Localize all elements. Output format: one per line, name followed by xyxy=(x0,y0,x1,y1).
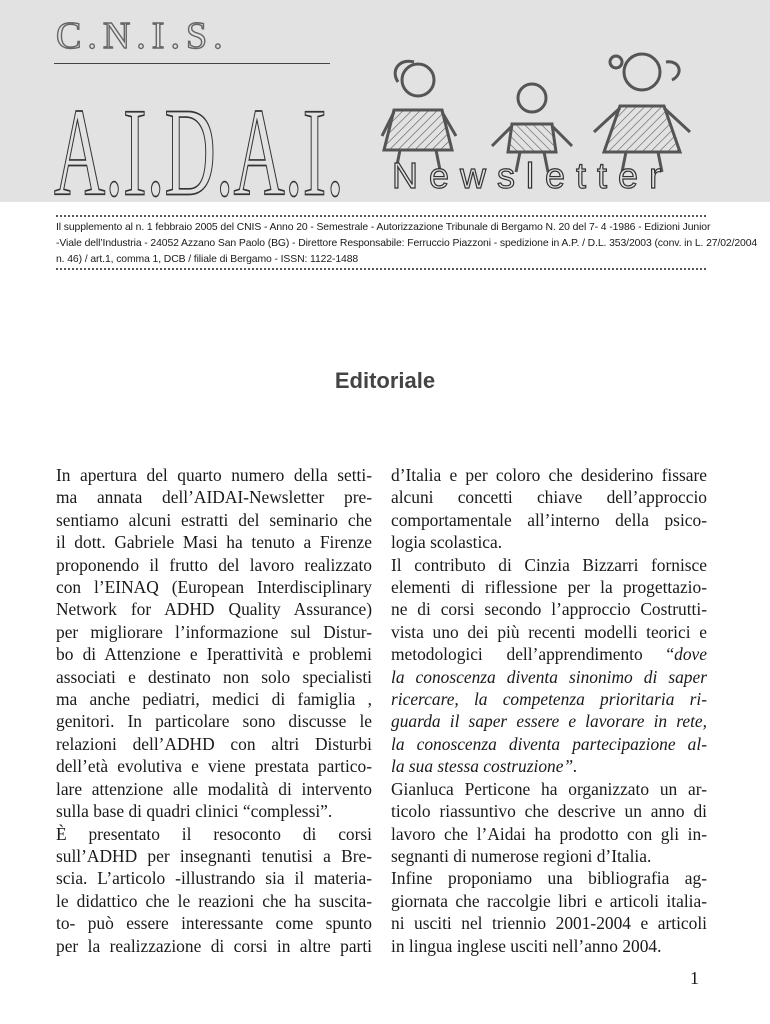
article-title: Editoriale xyxy=(334,368,436,393)
text-line: sentiamo alcuni estratti del seminario che xyxy=(56,509,372,530)
text-line: sull’ADHD per insegnanti tenutisi a Bre- xyxy=(56,845,372,866)
text-line: ma annata dell’AIDAI-Newsletter pre- xyxy=(56,487,372,508)
text-line: sulla base di quadri clinici “complessi”. xyxy=(56,801,333,822)
imprint-line: n. 46) / art.1, comma 1, DCB / filiale di Bergamo - ISSN: 1122-1488 xyxy=(56,254,359,265)
text-line: relazioni dell’ADHD con altri Disturbi xyxy=(56,733,372,754)
text-line: in lingua inglese usciti nell’anno 2004. xyxy=(391,935,662,956)
text-line: Gianluca Perticone ha organizzato un ar- xyxy=(391,778,707,799)
text-line: proponendo il frutto del lavoro realizzato xyxy=(56,554,372,575)
text-line-italic: la sua stessa costruzione”. xyxy=(391,756,578,777)
text-line-italic: guarda il saper essere e lavorare in rete, xyxy=(391,711,707,732)
masthead-subtitle: Newsletter xyxy=(392,155,673,196)
text-line: Infine proponiamo una bibliografia ag- xyxy=(391,868,707,889)
text-line: lare attenzione alle modalità di intervento xyxy=(56,778,372,799)
page-number: 1 xyxy=(690,968,699,988)
imprint-block xyxy=(56,220,758,268)
masthead-org: C.N.I.S. xyxy=(56,15,229,57)
text-line: Il contributo di Cinzia Bizzarri fornisce xyxy=(391,554,707,575)
text-line-italic: la conoscenza diventa partecipazione al- xyxy=(391,733,707,754)
text-line: scia. L’articolo -illustrando sia il materia- xyxy=(56,868,372,889)
text-line: ni usciti nel triennio 2001-2004 e articoli xyxy=(391,913,707,934)
text-line: per la realizzazione di corsi in altre parti xyxy=(56,935,372,956)
text-line-italic: ricercare, la competenza prioritaria ri- xyxy=(391,689,707,710)
text-line: lavoro che l’Aidai ha prodotto con gli in- xyxy=(391,823,707,844)
text-line: logia scolastica. xyxy=(391,532,503,553)
text-line: ne di corsi secondo l’approccio Costrutti- xyxy=(391,599,707,620)
text-line: Network for ADHD Quality Assurance) xyxy=(56,599,372,620)
child-figure-left xyxy=(382,61,456,170)
text-line: il dott. Gabriele Masi ha tenuto a Firenze xyxy=(56,532,372,553)
text-line: vista uno dei più recenti modelli teorici e xyxy=(391,621,707,642)
imprint-dotted-rule-bottom xyxy=(56,268,706,270)
text-line: genitori. In particolare sono discusse le xyxy=(56,711,372,732)
text-line: d’Italia e per coloro che desiderino fissare xyxy=(391,465,707,485)
masthead-title-text: A.I.D.A.I. xyxy=(54,81,344,198)
text-line: dell’età evolutiva e viene prestata partico- xyxy=(56,756,372,777)
text-line: È presentato il resoconto di corsi xyxy=(56,823,372,844)
text-line: con l’EINAQ (European Interdisciplinary xyxy=(56,577,372,598)
text-line: le didattico che le reazioni che ha suscita- xyxy=(56,890,372,911)
article-column-right xyxy=(391,464,707,957)
text-line: associati e destinato non solo specialisti xyxy=(56,666,372,687)
text-line: ticolo riassuntivo che descrive un anno di xyxy=(391,801,707,822)
text-line: alcuni concetti chiave dell’approccio xyxy=(391,487,707,508)
text-line: comportamentale all’interno della psico- xyxy=(391,509,707,530)
text-line: per migliorare l’informazione sul Distur- xyxy=(56,621,372,642)
imprint-dotted-rule-top xyxy=(56,215,706,217)
text-line: to- può essere interessante come spunto xyxy=(56,913,372,934)
text-line: giornata che raccolgie libri e articoli italia- xyxy=(391,890,707,911)
text-fragment: metodologici dell’apprendimento “ xyxy=(391,644,675,665)
imprint-line: Il supplemento al n. 1 febbraio 2005 del CNIS - Anno 20 - Semestrale - Autorizzazione Tribunale di Bergamo N. 20 del 7- 4 -1986 - Edizioni Junior xyxy=(56,222,711,233)
text-line: In apertura del quarto numero della setti- xyxy=(56,465,372,485)
text-line xyxy=(391,643,707,665)
text-line: elementi di riflessione per la progettazio- xyxy=(391,577,707,598)
text-fragment-italic: dove xyxy=(674,644,707,665)
text-line: segnanti di numerose regioni d’Italia. xyxy=(391,845,652,866)
text-line-italic: la conoscenza diventa sinonimo di saper xyxy=(391,666,707,687)
imprint-line: -Viale dell’Industria - 24052 Azzano San Paolo (BG) - Direttore Responsabile: Ferruccio Piazzoni - spedizione in A.P. / D.L. 353/2003 (conv. in L. 27/02/2004 xyxy=(56,238,758,249)
text-line: bo di Attenzione e Iperattività e problemi xyxy=(56,644,372,665)
masthead-title xyxy=(52,58,352,198)
text-line: ma anche pediatri, medici di famiglia , xyxy=(56,689,372,710)
article-column-left xyxy=(56,464,372,957)
